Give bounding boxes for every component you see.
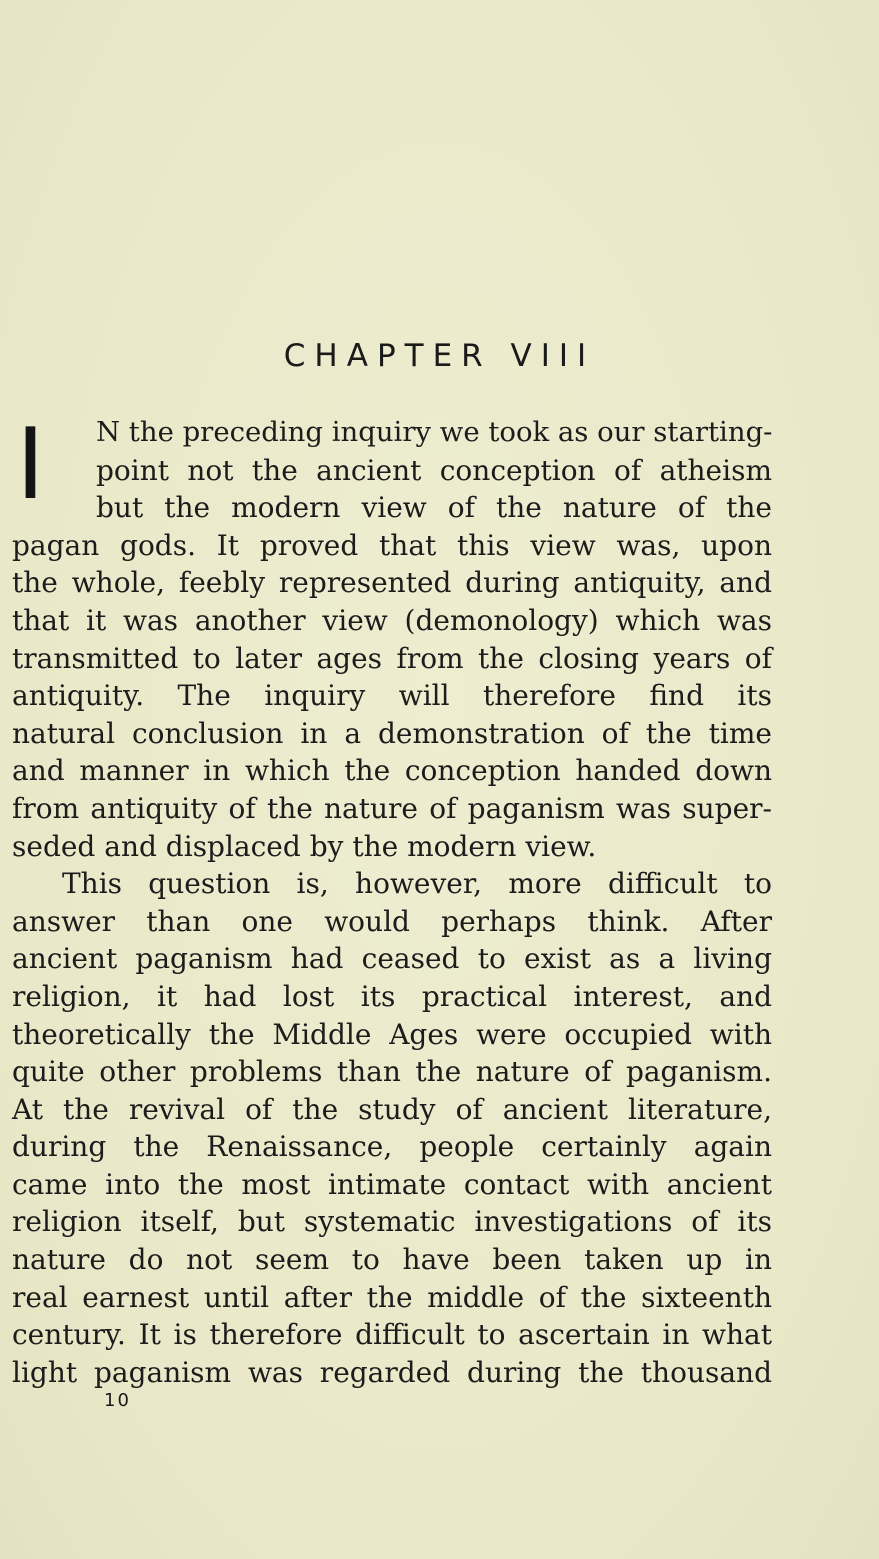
paragraph-1 [12,408,773,865]
body-text [12,408,773,1391]
text-line: point not the ancient conception of atheism [96,453,772,487]
text-line: real earnest until after the middle of the sixteenth [12,1280,772,1314]
chapter-heading: CHAPTER VIII [283,338,596,374]
text-line: natural conclusion in a demonstration of the time [12,716,772,750]
text-line: N the preceding inquiry we took as our starting- [96,416,773,448]
text-line: antiquity. The inquiry will therefore find its [12,679,772,713]
text-line: theoretically the Middle Ages were occupied with [12,1017,772,1051]
text-line: during the Renaissance, people certainly again [12,1130,772,1164]
text-line: pagan gods. It proved that this view was, upon [12,528,772,562]
text-line: ancient paganism had ceased to exist as a living [12,942,772,976]
text-line: answer than one would perhaps think. After [12,904,772,938]
text-line: but the modern view of the nature of the [96,491,772,525]
text-line: religion, it had lost its practical interest, and [12,979,772,1013]
text-line: that it was another view (demonology) which was [12,603,772,637]
text-line: At the revival of the study of ancient literature, [12,1092,772,1126]
paragraph-2 [12,865,772,1391]
text-line: century. It is therefore difficult to ascertain in what [12,1318,772,1352]
text-line: the whole, feebly represented during antiquity, and [12,566,772,600]
drop-cap: I [16,408,45,522]
text-line: religion itself, but systematic investigations of its [12,1205,772,1239]
text-line: and manner in which the conception handed down [12,754,772,788]
text-line: nature do not seem to have been taken up in [12,1243,772,1277]
page-number: 10 [104,1390,131,1411]
text-line: from antiquity of the nature of paganism was super- [12,791,772,825]
text-line: came into the most intimate contact with ancient [12,1167,772,1201]
text-line: This question is, however, more difficult to [62,867,772,901]
text-line: quite other problems than the nature of paganism. [12,1055,772,1089]
text-line: light paganism was regarded during the thousand [12,1355,772,1389]
text-line: seded and displaced by the modern view. [12,829,597,863]
text-line: transmitted to later ages from the closing years of [12,641,772,675]
